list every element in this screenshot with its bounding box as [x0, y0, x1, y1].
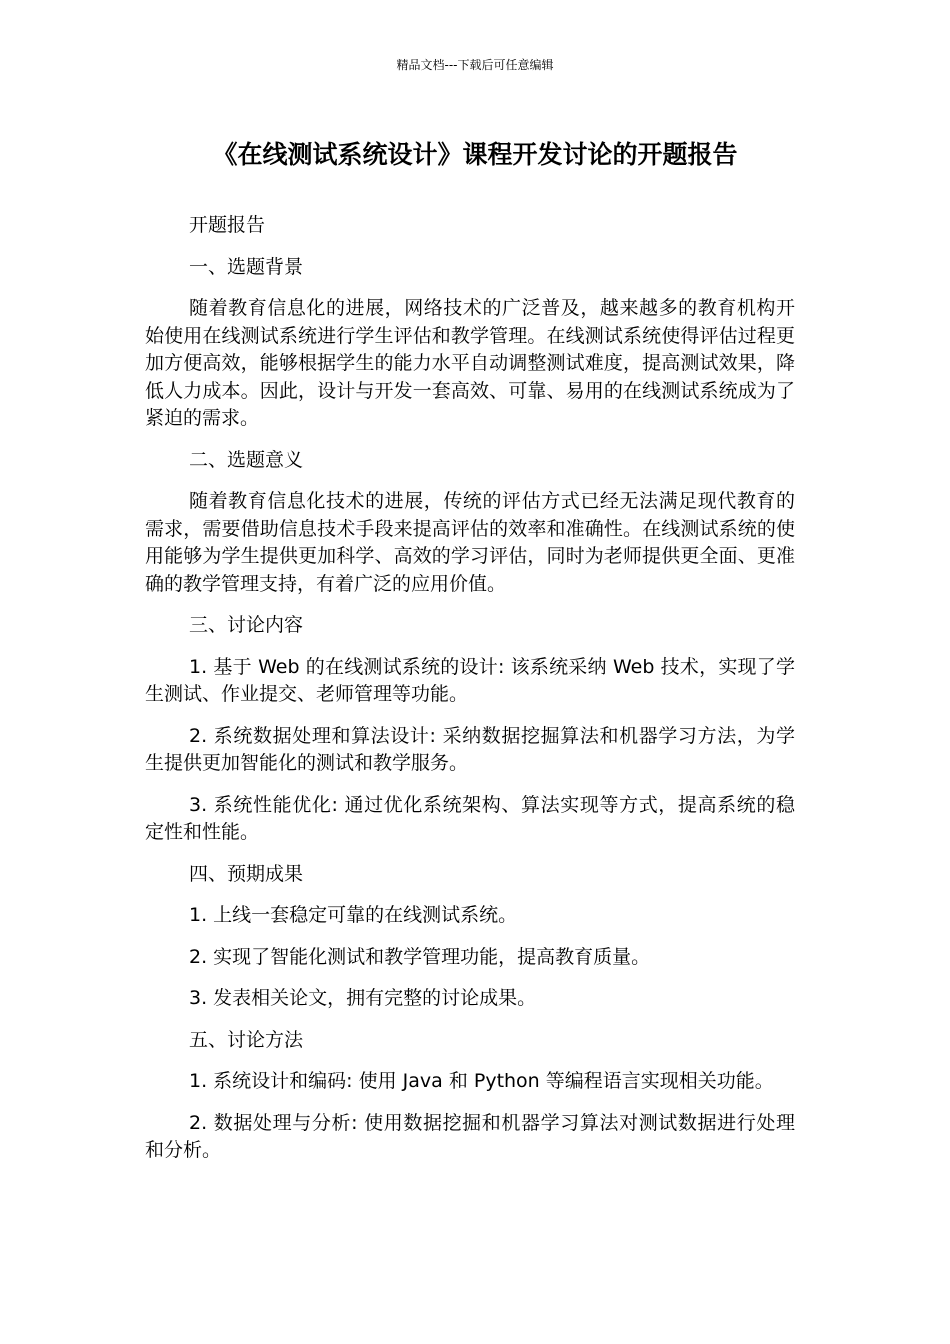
method-item-2: 2. 数据处理与分析: 使用数据挖掘和机器学习算法对测试数据进行处理和分析。: [145, 1111, 795, 1161]
method-item-1: 1. 系统设计和编码: 使用 Java 和 Python 等编程语言实现相关功能。: [189, 1070, 774, 1092]
section-heading-background: 一、选题背景: [189, 255, 304, 278]
paragraph-significance: 随着教育信息化技术的进展，传统的评估方式已经无法满足现代教育的需求，需要借助信息技术手段来提高评估的效率和准确性。在线测试系统的使用能够为学生提供更加科学、高效的学习评估，同时为老师提供更全面、更准确的教学管理支持，有着广泛的应用价值。: [145, 490, 795, 595]
paragraph-background: 随着教育信息化的进展，网络技术的广泛普及，越来越多的教育机构开始使用在线测试系统进行学生评估和教学管理。在线测试系统使得评估过程更加方便高效，能够根据学生的能力水平自动调整测试难度，提高测试效果，降低人力成本。因此，设计与开发一套高效、可靠、易用的在线测试系统成为了紧迫的需求。: [145, 297, 795, 429]
content-item-3: 3. 系统性能优化: 通过优化系统架构、算法实现等方式，提高系统的稳定性和性能。: [145, 793, 795, 843]
section-heading-outcomes: 四、预期成果: [189, 862, 304, 885]
section-heading-methods: 五、讨论方法: [189, 1028, 304, 1051]
outcome-item-2: 2. 实现了智能化测试和教学管理功能，提高教育质量。: [189, 945, 651, 968]
header-note: 精品文档---下载后可任意编辑: [396, 58, 554, 72]
document-body: [145, 212, 795, 1179]
paragraph-report-label: 开题报告: [189, 214, 266, 236]
section-heading-significance: 二、选题意义: [189, 448, 304, 471]
content-item-2: 2. 系统数据处理和算法设计: 采纳数据挖掘算法和机器学习方法，为学生提供更加智能化的测试和教学服务。: [145, 724, 795, 774]
section-heading-content: 三、讨论内容: [189, 614, 304, 636]
page-title: 《在线测试系统设计》课程开发讨论的开题报告: [212, 140, 738, 169]
outcome-item-3: 3. 发表相关论文，拥有完整的讨论成果。: [189, 987, 537, 1009]
outcome-item-1: 1. 上线一套稳定可靠的在线测试系统。: [189, 904, 518, 926]
content-item-1: 1. 基于 Web 的在线测试系统的设计: 该系统采纳 Web 技术，实现了学生测试、作业提交、老师管理等功能。: [145, 655, 795, 705]
